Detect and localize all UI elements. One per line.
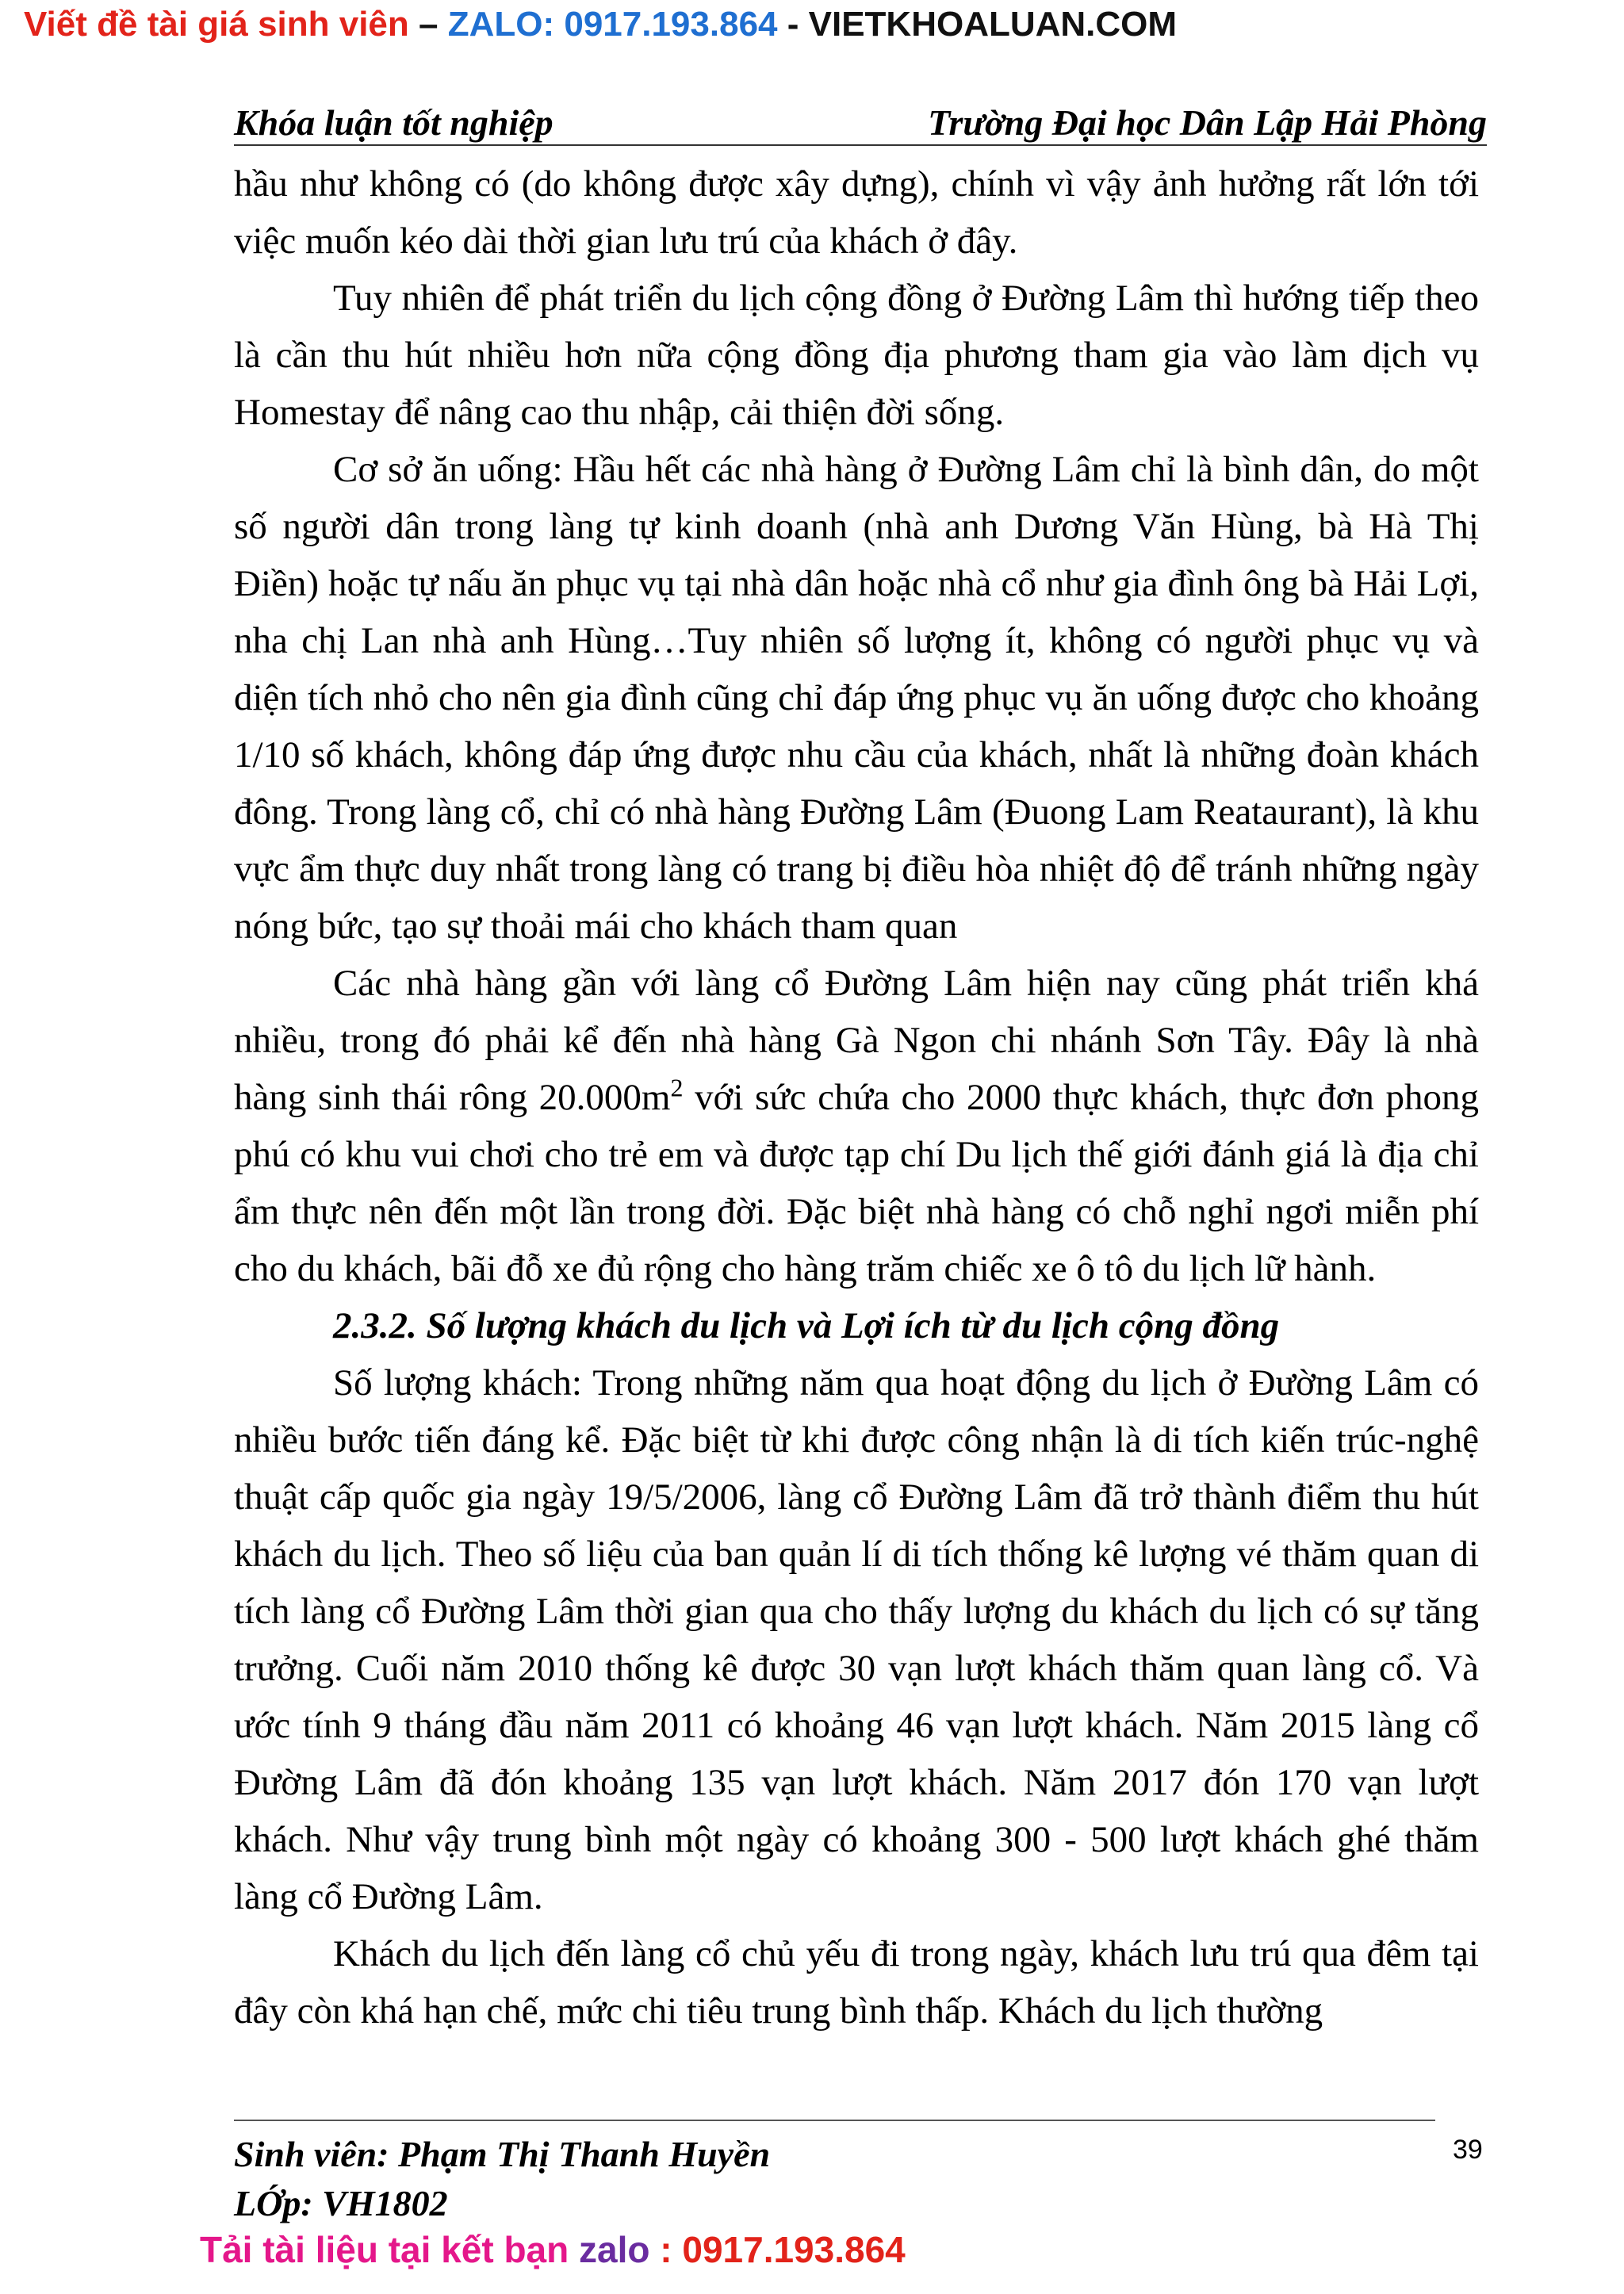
paragraph: Khách du lịch đến làng cổ chủ yếu đi trong ngày, khách lưu trú qua đêm tại đây còn khá hạn chế, mức chi tiêu trung bình thấp. Khách du lịch thường [234, 1933, 1479, 2032]
banner-zalo: ZALO: 0917.193.864 [447, 5, 778, 44]
footer-divider [234, 2120, 1435, 2121]
banner-phone: : 0917.193.864 [649, 2229, 906, 2270]
paragraph-text: Các nhà hàng gần với làng cổ Đường Lâm hiện nay cũng phát triển khá nhiều, trong đó phải kể đến nhà hàng Gà Ngon chi nhánh Sơn Tây. Đây là nhà hàng sinh thái rông 20.000m [234, 963, 1479, 1118]
footer-class: LỚp: VH1802 [234, 2183, 448, 2223]
top-banner [24, 5, 1177, 44]
footer-student: Sinh viên: Phạm Thị Thanh Huyền [234, 2134, 771, 2174]
paragraph: Số lượng khách: Trong những năm qua hoạt động du lịch ở Đường Lâm có nhiều bước tiến đáng kể. Đặc biệt từ khi được công nhận là di tích kiến trúc-nghệ thuật cấp quốc gia ngày 19/5/2006, làng cổ Đường Lâm đã trở thành điểm thu hút khách du lịch. Theo số liệu của ban quản lí di tích thống kê lượng vé thăm quan di tích làng cổ Đường Lâm thời gian qua cho thấy lượng du khách du lịch có sự tăng trưởng. Cuối năm 2010 thống kê được 30 vạn lượt khách thăm quan làng cổ. Và ước tính 9 tháng đầu năm 2011 có khoảng 46 vạn lượt khách. Năm 2015 làng cổ Đường Lâm đã đón khoảng 135 vạn lượt khách. Năm 2017 đón 170 vạn lượt khách. Như vậy trung bình một ngày có khoảng 300 - 500 lượt khách ghé thăm làng cổ Đường Lâm. [234, 1362, 1479, 1917]
banner-zalo-label: zalo [579, 2229, 650, 2270]
bottom-banner [200, 2228, 906, 2271]
page-number: 39 [1453, 2135, 1483, 2165]
superscript: 2 [670, 1073, 684, 1102]
header-left: Khóa luận tốt nghiệp [234, 102, 553, 143]
page-header [234, 101, 1487, 144]
banner-text: Viết đề tài giá sinh viên [24, 5, 409, 44]
paragraph-text: với sức chứa cho 2000 thực khách, thực đơn phong phú có khu vui chơi cho trẻ em và được tạp chí Du lịch thế giới đánh giá là địa chỉ ẩm thực nên đến một lần trong đời. Đặc biệt nhà hàng có chỗ nghỉ ngơi miễn phí cho du khách, bãi đỗ xe đủ rộng cho hàng trăm chiếc xe ô tô du lịch lữ hành. [234, 1077, 1479, 1289]
paragraph: hầu như không có (do không được xây dựng), chính vì vậy ảnh hưởng rất lớn tới việc muốn kéo dài thời gian lưu trú của khách ở đây. [234, 163, 1479, 262]
banner-website: - VIETKHOALUAN.COM [777, 5, 1178, 44]
paragraph: Cơ sở ăn uống: Hầu hết các nhà hàng ở Đường Lâm chỉ là bình dân, do một số người dân trong làng tự kinh doanh (nhà anh Dương Văn Hùng, bà Hà Thị Điền) hoặc tự nấu ăn phục vụ tại nhà dân hoặc nhà cổ như gia đình ông bà Hải Lợi, nha chị Lan nhà anh Hùng…Tuy nhiên số lượng ít, không có người phục vụ và diện tích nhỏ cho nên gia đình cũng chỉ đáp ứng phục vụ ăn uống được cho khoảng 1/10 số khách, không đáp ứng được nhu cầu của khách, nhất là những đoàn khách đông. Trong làng cổ, chỉ có nhà hàng Đường Lâm (Đuong Lam Reataurant), là khu vực ẩm thực duy nhất trong làng có trang bị điều hòa nhiệt độ để tránh những ngày nóng bức, tạo sự thoải mái cho khách tham quan [234, 449, 1479, 947]
paragraph: Tuy nhiên để phát triển du lịch cộng đồng ở Đường Lâm thì hướng tiếp theo là cần thu hút nhiều hơn nữa cộng đồng địa phương tham gia vào làm dịch vụ Homestay để nâng cao thu nhập, cải thiện đời sống. [234, 278, 1479, 433]
banner-separator: – [408, 5, 448, 44]
paragraph [234, 955, 1479, 1297]
section-heading: 2.3.2. Số lượng khách du lịch và Lợi ích từ du lịch cộng đồng [333, 1305, 1280, 1346]
document-body [234, 155, 1479, 2039]
banner-text: Tải tài liệu tại kết bạn [200, 2229, 580, 2270]
header-divider [234, 144, 1487, 146]
header-right: Trường Đại học Dân Lập Hải Phòng [928, 102, 1487, 143]
